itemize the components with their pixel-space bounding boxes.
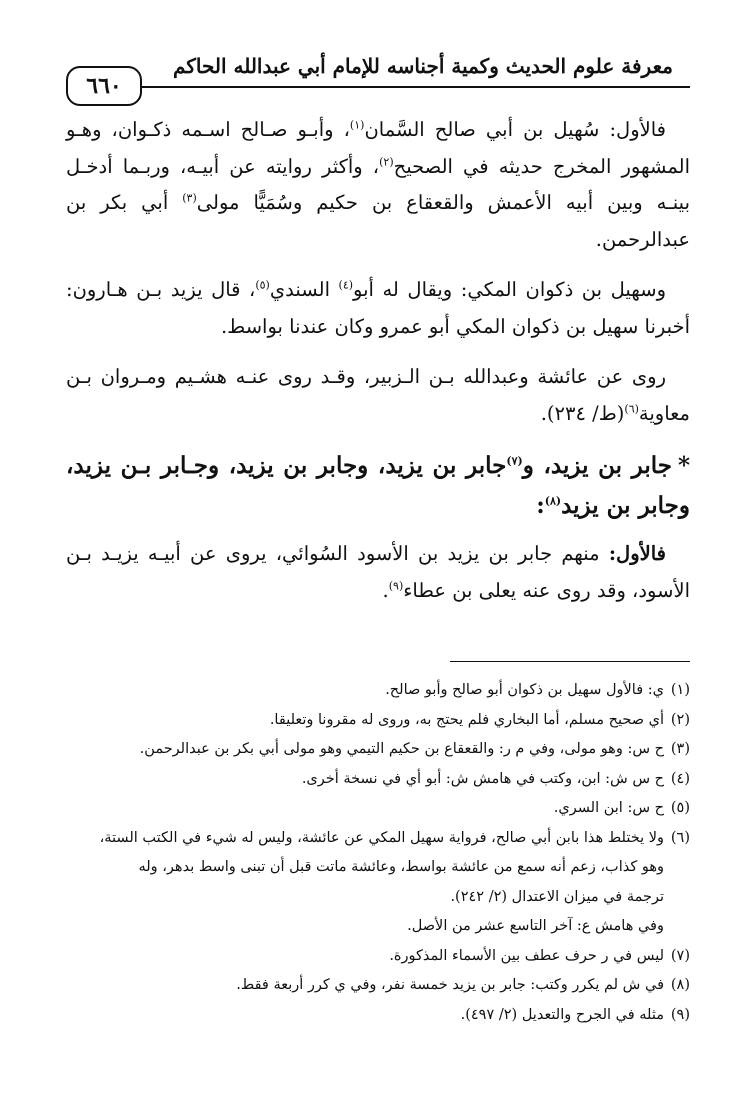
footnote-3 xyxy=(66,735,690,765)
footnote-1 xyxy=(66,676,690,706)
footnote-text: وفي هامش ع: آخر التاسع عشر من الأصل. xyxy=(407,918,664,934)
footnote-number: (٢) xyxy=(670,711,690,728)
footnote-ref-7: (٧) xyxy=(506,454,523,468)
footnote-text: ح س ش: ابن، وكتب في هامش ش: أبو أي في نسخة أخرى. xyxy=(301,770,664,787)
footnote-number: (٩) xyxy=(670,1006,690,1023)
footnote-separator xyxy=(450,661,690,662)
footnote-ref-6: (٦) xyxy=(624,402,639,415)
footnote-number: (٧) xyxy=(670,947,690,964)
paragraph-suhayl-makki xyxy=(66,272,690,345)
footnote-2 xyxy=(66,706,690,736)
running-title: معرفة علوم الحديث وكمية أجناسه للإمام أبي عبدالله الحاكم xyxy=(173,54,673,78)
text-run: (ط/ ٢٣٤). xyxy=(540,401,625,425)
text-run: وسهيل بن ذكوان المكي: ويقال له أبو xyxy=(353,278,666,301)
footnote-text: ليس في ر حرف عطف بين الأسماء المذكورة. xyxy=(389,947,664,964)
section-heading-jabir xyxy=(66,446,690,526)
footnote-text: ترجمة في ميزان الاعتدال (٢/ ٢٤٢). xyxy=(450,888,664,905)
footnote-9 xyxy=(66,1001,690,1031)
footnote-text: ولا يختلط هذا بابن أبي صالح، فرواية سهيل المكي عن عائشة، وليس له شيء في الكتب الستة، xyxy=(99,829,664,846)
footnote-text: أي صحيح مسلم، أما البخاري فلم يحتج به، وروى له مقرونا وتعليقا. xyxy=(269,711,664,728)
paragraph-jabir-first xyxy=(66,536,690,609)
footnotes xyxy=(66,676,690,1030)
header-rule xyxy=(140,86,690,88)
text-run: ، قال يزيد بـن هـارون: أخبرنا سهيل بن ذكوان المكي أبو عمرو وكان عندنا بواسط. xyxy=(66,278,690,338)
text-run: ، وأكثر روايته عن أبيـه، وربـما أدخـل بينـه وبين أبيه الأعمش والقعقاع بن حكيم وسُمَيًّا مولى xyxy=(66,154,690,214)
footnote-text: ح س: وهو مولى، وفي م ر: والقعقاع بن حكيم التيمي وهو مولى أبي بكر بن عبدالرحمن. xyxy=(139,741,664,757)
heading-star: * xyxy=(677,452,690,479)
text-run: روى عن عائشة وعبدالله بـن الـزبير، وقـد روى عنـه هشـيم ومـروان بـن معاوية xyxy=(66,365,690,425)
footnote-4 xyxy=(66,765,690,795)
footnote-ref-5: (٥) xyxy=(255,278,270,292)
footnote-text: ح س: ابن السري. xyxy=(553,800,664,816)
footnote-7 xyxy=(66,942,690,972)
footnote-ref-3: (٣) xyxy=(182,191,197,205)
footnote-6-continued xyxy=(66,853,690,883)
text-run: أبي بكر بن عبدالرحمن. xyxy=(66,191,690,251)
footnote-text: وهو كذاب، زعم أنه سمع من عائشة بواسط، وعائشة ماتت قبل أن تبنى واسط بدهر، وله xyxy=(138,859,664,875)
text-run: فالأول: سُهيل بن أبي صالح السَّمان xyxy=(364,118,667,141)
footnote-5 xyxy=(66,794,690,824)
lead-word: فالأول: xyxy=(608,542,666,565)
footnote-text: ي: فالأول سهيل بن ذكوان أبو صالح وأبو صالح. xyxy=(385,682,664,698)
footnote-6-margin-note xyxy=(66,912,690,942)
text-run: السندي xyxy=(269,278,339,301)
paragraph-suhayl-first xyxy=(66,112,690,258)
footnote-text: في ش لم يكرر وكتب: جابر بن يزيد خمسة نفر، وفي ي كرر أربعة فقط. xyxy=(236,977,664,993)
footnote-number: (٣) xyxy=(670,741,690,757)
footnote-ref-1: (١) xyxy=(349,118,365,132)
footnote-number: (٨) xyxy=(670,977,690,993)
footnote-6-continued xyxy=(66,883,690,913)
footnote-8 xyxy=(66,971,690,1001)
text-run: : xyxy=(536,492,545,519)
footnote-number: (١) xyxy=(670,682,690,698)
text-run: ، وأبـو صـالح اسـمه ذكـوان، وهـو المشهور المخرج حديثه في الصحيح xyxy=(66,118,690,178)
paragraph-narrators xyxy=(66,359,690,432)
text-run: . xyxy=(382,578,389,602)
main-text xyxy=(66,112,690,619)
text-run: جابر بن يزيد، وجابر بن يزيد، وجـابر بـن يزيد، وجابر بن يزيد xyxy=(66,452,690,519)
text-run: جابر بن يزيد، و xyxy=(522,452,672,479)
footnote-number: (٦) xyxy=(670,829,690,846)
footnote-ref-8: (٨) xyxy=(544,494,562,508)
text-run: منهم جابر بن يزيد بن الأسود السُوائي، يروى عن أبيـه يزيـد بـن الأسود، وقد روى عنه يعلى بن عطاء xyxy=(66,542,690,602)
footnote-number: (٤) xyxy=(670,770,690,787)
footnote-6 xyxy=(66,824,690,854)
footnote-number: (٥) xyxy=(670,800,690,816)
footnote-text: مثله في الجرح والتعديل (٢/ ٤٩٧). xyxy=(460,1006,664,1023)
page-number: ٦٦٠ xyxy=(66,66,142,106)
footnote-ref-9: (٩) xyxy=(388,579,404,592)
footnote-ref-2: (٢) xyxy=(379,155,394,168)
page-header xyxy=(66,52,690,99)
footnote-ref-4: (٤) xyxy=(338,278,354,292)
